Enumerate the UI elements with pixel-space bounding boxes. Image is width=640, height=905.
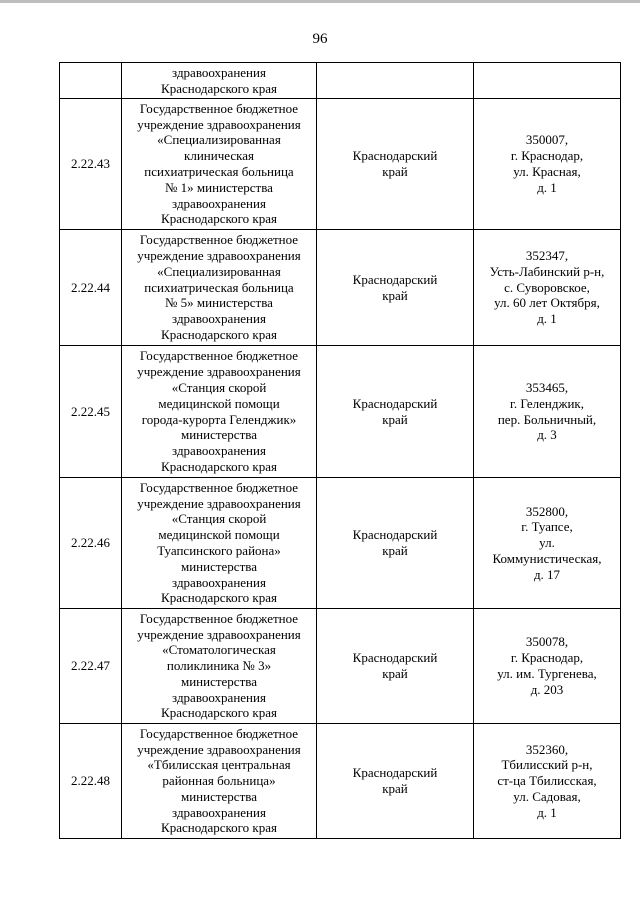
cell-address: 353465, г. Геленджик, пер. Больничный, д. 3	[474, 346, 621, 478]
cell-institution-name: Государственное бюджетное учреждение здравоохранения «Тбилисская центральная районная больница» министерства здравоохранения Краснодарского края	[122, 724, 317, 839]
cell-institution-name: Государственное бюджетное учреждение здравоохранения «Станция скорой медицинской помощи Туапсинского района» министерства здравоохранения Краснодарского края	[122, 478, 317, 609]
cell-institution-name: Государственное бюджетное учреждение здравоохранения «Стоматологическая поликлиника № 3» министерства здравоохранения Краснодарского края	[122, 609, 317, 724]
cell-region: Краснодарский край	[317, 724, 474, 839]
cell-address: 350007, г. Краснодар, ул. Красная, д. 1	[474, 99, 621, 230]
cell-region: Краснодарский край	[317, 609, 474, 724]
table-row	[60, 230, 621, 346]
cell-region	[317, 63, 474, 99]
cell-number	[60, 63, 122, 99]
institutions-table	[59, 62, 621, 839]
cell-address: 352360, Тбилисский р-н, ст-ца Тбилисская, ул. Садовая, д. 1	[474, 724, 621, 839]
table-row	[60, 724, 621, 839]
cell-number: 2.22.47	[60, 609, 122, 724]
cell-address: 352800, г. Туапсе, ул. Коммунистическая, д. 17	[474, 478, 621, 609]
cell-number: 2.22.46	[60, 478, 122, 609]
cell-number: 2.22.44	[60, 230, 122, 346]
cell-address: 352347, Усть-Лабинский р-н, с. Суворовское, ул. 60 лет Октября, д. 1	[474, 230, 621, 346]
cell-institution-name: Государственное бюджетное учреждение здравоохранения «Станция скорой медицинской помощи города-курорта Геленджик» министерства здравоохранения Краснодарского края	[122, 346, 317, 478]
cell-institution-name: Государственное бюджетное учреждение здравоохранения «Специализированная психиатрическая больница № 5» министерства здравоохранения Краснодарского края	[122, 230, 317, 346]
cell-region: Краснодарский край	[317, 99, 474, 230]
scan-edge	[0, 0, 640, 3]
cell-number: 2.22.48	[60, 724, 122, 839]
cell-number: 2.22.43	[60, 99, 122, 230]
cell-institution-name: здравоохранения Краснодарского края	[122, 63, 317, 99]
cell-address	[474, 63, 621, 99]
cell-region: Краснодарский край	[317, 478, 474, 609]
table-row-continuation	[60, 63, 621, 99]
cell-number: 2.22.45	[60, 346, 122, 478]
cell-region: Краснодарский край	[317, 230, 474, 346]
cell-institution-name: Государственное бюджетное учреждение здравоохранения «Специализированная клиническая психиатрическая больница № 1» министерства здравоохранения Краснодарского края	[122, 99, 317, 230]
cell-address: 350078, г. Краснодар, ул. им. Тургенева, д. 203	[474, 609, 621, 724]
page-number: 96	[312, 31, 328, 47]
table-row	[60, 478, 621, 609]
table-row	[60, 609, 621, 724]
table-row	[60, 346, 621, 478]
cell-region: Краснодарский край	[317, 346, 474, 478]
table-row	[60, 99, 621, 230]
